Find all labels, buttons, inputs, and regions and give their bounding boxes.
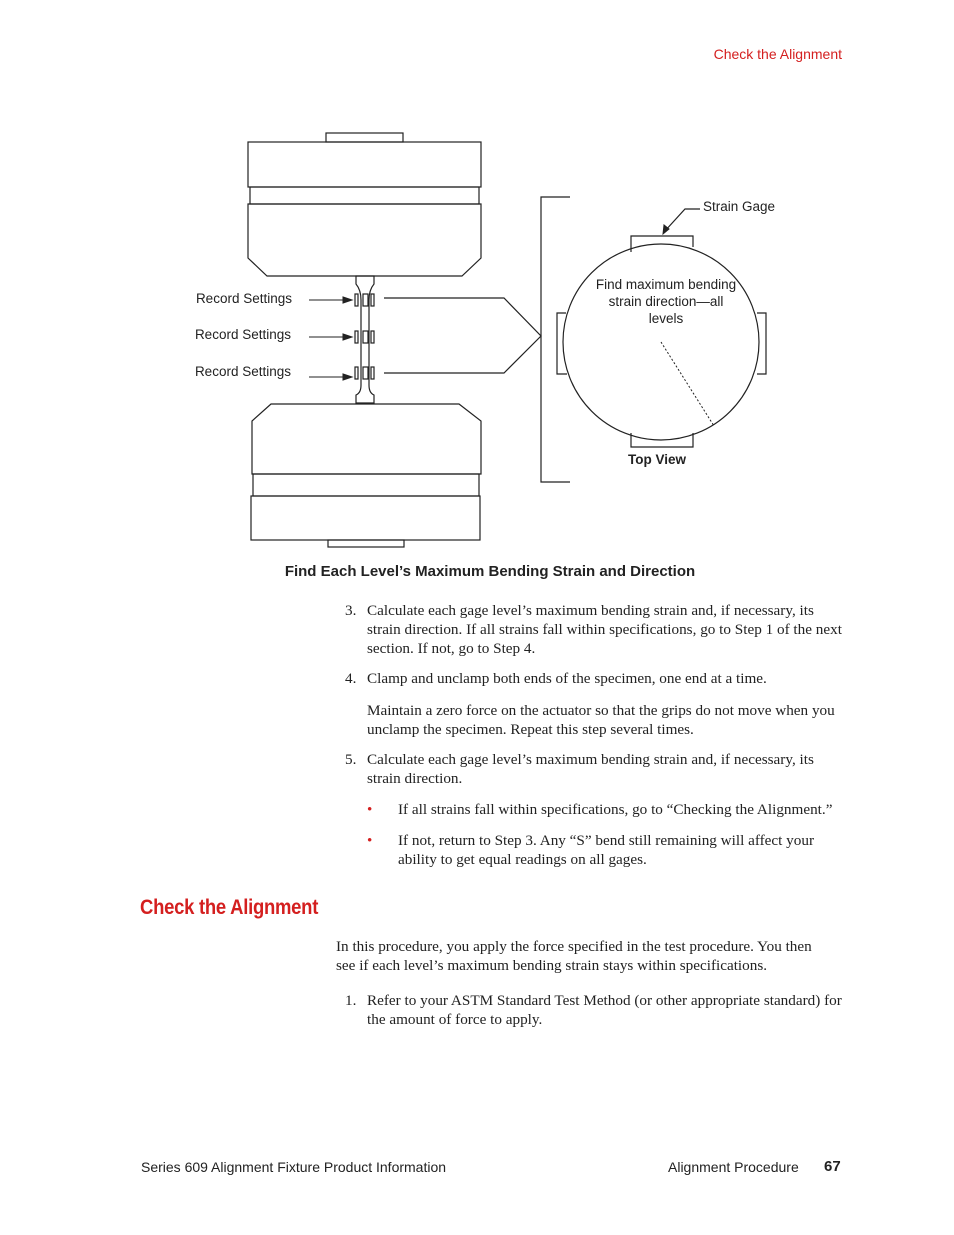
step-text: Calculate each gage level’s maximum bending strain and, if necessary, its strain direction. [367,751,814,787]
step-5 [345,750,842,788]
step-number: 5. [345,751,357,768]
upper-grip-cap [326,133,403,142]
record-settings-label-3: Record Settings [194,364,291,379]
strain-gage-leader [664,209,700,232]
record-settings-label-1: Record Settings [195,291,292,306]
find-max-label-line3: levels [648,311,684,326]
strain-gages [355,294,374,379]
bullet-marker: • [367,801,373,818]
section-intro: In this procedure, you apply the force specified in the test procedure. You then see if each level’s maximum bending strain stays within specifications. [336,938,812,974]
find-max-label-line1: Find maximum bending [595,277,737,292]
step-text: Refer to your ASTM Standard Test Method (or other appropriate standard) for the amount of force to apply. [367,992,842,1028]
lower-grip-cap [328,540,404,547]
step-4 [345,669,842,688]
step-number: 1. [345,992,357,1009]
upper-grip-body [248,204,481,276]
bullet-item [367,800,847,819]
upper-grip-collar [250,187,479,204]
bullet-text: If all strains fall within specifications, go to “Checking the Alignment.” [398,801,833,818]
figure-caption: Find Each Level’s Maximum Bending Strain and Direction [284,563,696,580]
lower-grip-bottom-block [251,496,480,540]
alignment-figure [0,0,954,560]
step-4-note: Maintain a zero force on the actuator so that the grips do not move when you unclamp the specimen. Repeat this step several times. [367,702,835,738]
arrow-1 [343,297,352,303]
level-pointer [384,298,541,373]
section-heading: Check the Alignment [140,896,319,919]
find-max-label-line2: strain direction—all [608,294,724,309]
step-number: 4. [345,670,357,687]
arrow-2 [343,334,352,340]
bullet-item [367,831,847,869]
page-number: 67 [824,1158,841,1175]
lower-grip-body [252,404,481,474]
step-text: Clamp and unclamp both ends of the specimen, one end at a time. [367,670,767,687]
section-step-1 [345,991,842,1029]
arrow-3 [343,374,352,380]
bullet-text: If not, return to Step 3. Any “S” bend still remaining will affect your ability to get equal readings on all gages. [398,832,815,868]
step-3 [345,601,842,658]
record-settings-label-2: Record Settings [194,327,291,342]
running-header: Check the Alignment [713,46,842,62]
strain-gage-label: Strain Gage [703,199,776,214]
footer-chapter: Alignment Procedure [668,1159,799,1175]
strain-gage-arrow [663,225,669,234]
upper-grip-top-block [248,142,481,187]
lower-grip-collar [253,474,479,496]
level-bracket [541,197,570,482]
step-number: 3. [345,602,357,619]
step-text: Calculate each gage level’s maximum bending strain and, if necessary, its strain direction. If all strains fall within specifications, go to Step 1 of the next section. If not, go to Step 4. [367,602,842,657]
max-strain-direction-line [661,342,714,426]
gage-right [757,313,766,374]
bullet-marker: • [367,832,373,849]
top-view-label: Top View [627,452,687,467]
footer-doc-title: Series 609 Alignment Fixture Product Information [141,1159,447,1175]
